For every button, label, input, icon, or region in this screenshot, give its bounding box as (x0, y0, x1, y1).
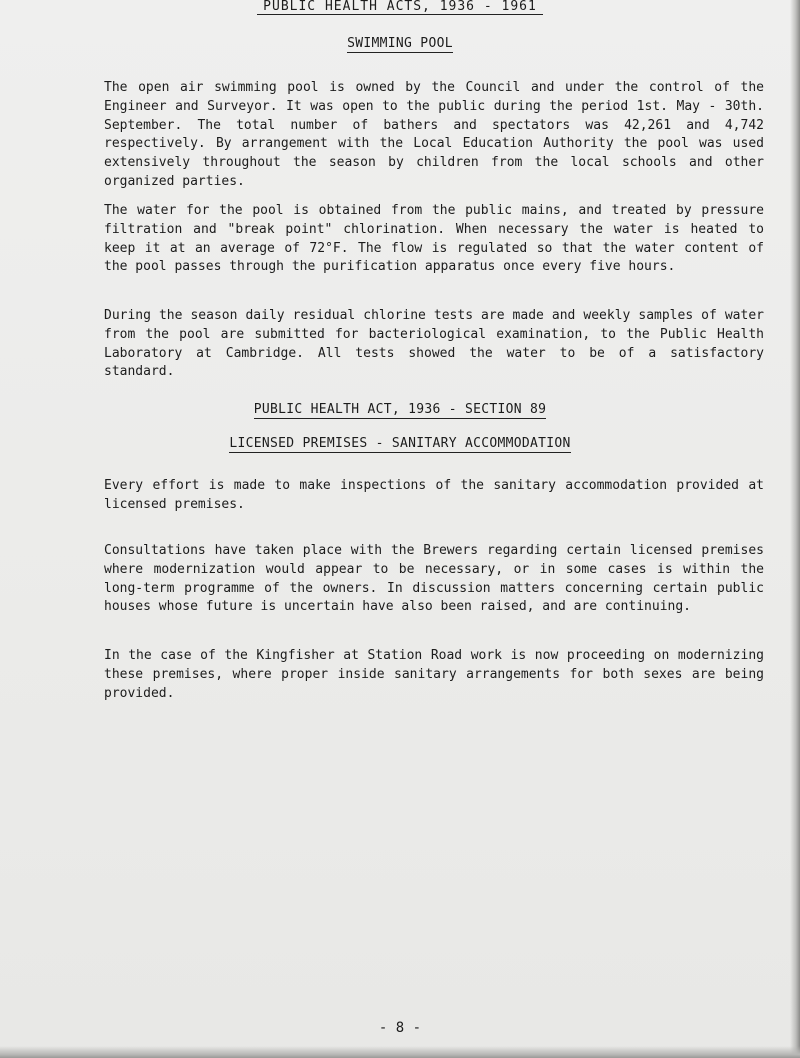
scan-edge-right (790, 0, 800, 1058)
scan-edge-bottom (0, 1046, 800, 1058)
section-89-paragraph-3: In the case of the Kingfisher at Station Road work is now proceeding on modernizing these premises, where proper inside sanitary arrangements for both sexes are being provided. (104, 648, 764, 701)
section-89-paragraph-1: Every effort is made to make inspections of the sanitary accommodation provided at licensed premises. (104, 478, 764, 512)
running-header-text: PUBLIC HEALTH ACTS, 1936 - 1961 (257, 0, 543, 15)
section-89-subheading: LICENSED PREMISES - SANITARY ACCOMMODATION (229, 436, 571, 451)
swimming-pool-paragraph-3: During the season daily residual chlorine tests are made and weekly samples of water from the pool are submitted for bacteriological examination, to the Public Health Laboratory at Cambridge. All tests showed the water to be of a satisfactory standard. (104, 308, 764, 380)
swimming-pool-heading: SWIMMING POOL (347, 36, 453, 51)
swimming-pool-paragraph-2: The water for the pool is obtained from the public mains, and treated by pressure filtration and "break point" chlorination. When necessary the water is heated to keep it at an average of 72°F. The flow is regulated so that the water content of the pool passes through the purification apparatus once every five hours. (104, 203, 764, 275)
running-header (0, 0, 800, 14)
section-89-heading: PUBLIC HEALTH ACT, 1936 - SECTION 89 (253, 402, 547, 417)
section-89-paragraph-2: Consultations have taken place with the Brewers regarding certain licensed premises where modernization would appear to be necessary, or in some cases is within the long-term programme of the owners. In discussion matters concerning certain public houses whose future is uncertain have also been raised, and are continuing. (104, 543, 764, 615)
swimming-pool-paragraph-1: The open air swimming pool is owned by the Council and under the control of the Engineer and Surveyor. It was open to the public during the period 1st. May - 30th. September. The total number of bathers and spectators was 42,261 and 4,742 respectively. By arrangement with the Local Education Authority the pool was used extensively throughout the season by children from the local schools and other organized parties. (104, 80, 764, 189)
page-number: - 8 - (378, 1020, 422, 1036)
